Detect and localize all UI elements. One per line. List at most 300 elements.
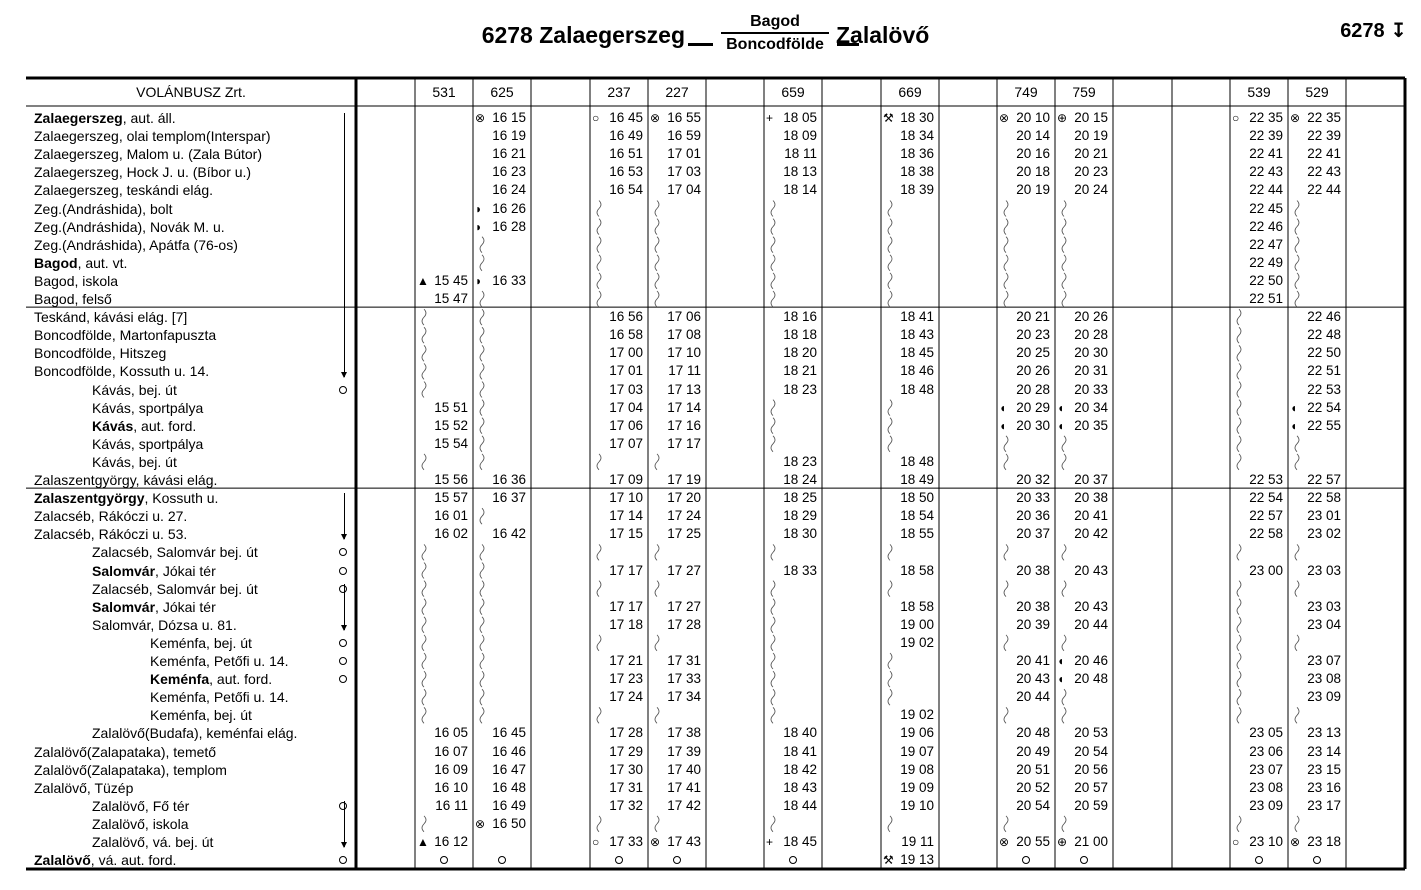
departure-time: 16 15 <box>492 110 526 125</box>
departure-time: 20 57 <box>1074 779 1108 795</box>
departure-time: 16 24 <box>492 182 526 198</box>
departure-time: 16 45 <box>492 725 526 741</box>
pass-through-mark <box>888 816 892 832</box>
pass-through-mark <box>597 816 601 832</box>
stop-name-suffix: , Jókai tér <box>155 598 216 615</box>
departure-time: 15 51 <box>434 399 468 415</box>
departure-time: 20 38 <box>1016 562 1050 578</box>
pass-through-mark <box>888 436 892 452</box>
stop-name <box>150 670 272 688</box>
departure-time: 19 13 <box>900 852 934 868</box>
pass-through-mark <box>480 544 484 560</box>
pass-through-mark <box>771 273 775 289</box>
pass-through-mark <box>1062 544 1066 560</box>
pass-through-mark <box>1237 689 1241 705</box>
departure-time: 20 24 <box>1074 182 1108 198</box>
departure-time: 23 08 <box>1249 779 1283 795</box>
departure-time: 16 28 <box>492 218 526 234</box>
pass-through-mark <box>480 563 484 579</box>
departure-time: 17 14 <box>667 399 701 415</box>
departure-time: 19 09 <box>900 779 934 795</box>
service-symbol-icon: + <box>766 111 774 125</box>
departure-time: 22 48 <box>1307 327 1341 343</box>
departure-time: 17 17 <box>609 562 643 578</box>
departure-time: 20 19 <box>1074 128 1108 144</box>
pass-through-mark <box>480 617 484 633</box>
pass-through-mark <box>480 653 484 669</box>
direction-arrow-icon <box>344 584 345 630</box>
pass-through-mark <box>480 400 484 416</box>
pass-through-mark <box>655 816 659 832</box>
service-symbol-icon: ○ <box>1232 111 1240 125</box>
departure-time: 20 35 <box>1074 417 1108 433</box>
departure-time: 18 23 <box>783 453 817 469</box>
pass-through-mark <box>888 653 892 669</box>
train-number-header: 539 <box>1247 84 1271 100</box>
departure-time: 15 47 <box>434 291 468 306</box>
service-symbol-icon: ⚒ <box>883 111 894 125</box>
departure-time: 17 03 <box>667 164 701 180</box>
stop-name-text: Zeg.(Andráshida), bolt <box>34 200 173 217</box>
departure-time: 22 51 <box>1307 363 1341 379</box>
stop-name-text: Zeg.(Andráshida), Novák M. u. <box>34 218 225 235</box>
service-symbol-icon: ▲ <box>417 835 429 849</box>
via-top: Bagod <box>721 12 829 34</box>
terminus-circle-icon <box>1255 856 1263 864</box>
departure-time: 22 41 <box>1249 146 1283 162</box>
departure-time: 23 10 <box>1249 834 1283 849</box>
stop-name-suffix: , vá. aut. ford. <box>90 852 177 869</box>
pass-through-mark <box>597 219 601 235</box>
departure-time: 15 45 <box>434 272 468 288</box>
stop-name-text: Bagod, iskola <box>34 272 119 289</box>
stop-name <box>150 652 289 670</box>
pass-through-mark <box>1237 816 1241 832</box>
departure-time: 20 26 <box>1074 309 1108 325</box>
stop-name-bold: Zalaszentgyörgy <box>34 490 145 507</box>
pass-through-mark <box>480 689 484 705</box>
departure-time: 18 30 <box>900 110 934 125</box>
pass-through-mark <box>1062 707 1066 723</box>
stop-name <box>92 797 189 815</box>
departure-time: 20 34 <box>1074 399 1108 415</box>
departure-time: 17 29 <box>609 743 643 759</box>
departure-time: 20 37 <box>1016 526 1050 542</box>
departure-time: 23 06 <box>1249 743 1283 759</box>
service-symbol-icon: ◖ <box>1057 672 1065 687</box>
pass-through-mark <box>1062 635 1066 651</box>
stop-name-suffix: , aut. vt. <box>77 254 128 271</box>
departure-time: 22 54 <box>1307 399 1341 415</box>
departure-time: 18 43 <box>900 327 934 343</box>
departure-time: 22 54 <box>1249 490 1283 506</box>
departure-time: 17 28 <box>609 725 643 741</box>
pass-through-mark <box>1062 816 1066 832</box>
departure-time: 22 50 <box>1249 272 1283 288</box>
pass-through-mark <box>597 237 601 253</box>
terminus-circle-icon <box>1080 856 1088 864</box>
pass-through-mark <box>1004 273 1008 289</box>
departure-time: 15 57 <box>434 490 468 506</box>
pass-through-mark <box>1062 689 1066 705</box>
pass-through-mark <box>1295 291 1299 307</box>
pass-through-mark <box>1237 707 1241 723</box>
departure-time: 16 02 <box>434 526 468 542</box>
service-symbol-icon: ○ <box>592 111 600 125</box>
pass-through-mark <box>1237 599 1241 615</box>
departure-time: 16 26 <box>492 200 526 216</box>
departure-time: 17 34 <box>667 689 701 705</box>
service-symbol-icon: ⊗ <box>999 111 1010 125</box>
pass-through-mark <box>480 418 484 434</box>
departure-time: 16 49 <box>609 128 643 144</box>
pass-through-mark <box>655 201 659 217</box>
request-stop-circle-icon <box>339 675 347 683</box>
departure-time: 22 57 <box>1307 472 1341 487</box>
service-symbol-icon: ◗ <box>475 201 483 216</box>
departure-time: 17 08 <box>667 327 701 343</box>
departure-time: 20 53 <box>1074 725 1108 741</box>
pass-through-mark <box>655 273 659 289</box>
departure-time: 17 17 <box>609 598 643 614</box>
departure-time: 20 31 <box>1074 363 1108 379</box>
departure-time: 16 49 <box>492 797 526 813</box>
train-number-header: 669 <box>898 84 922 100</box>
stop-name-text: Zalacséb, Salomvár bej. út <box>92 580 258 597</box>
departure-time: 18 36 <box>900 146 934 162</box>
departure-time: 22 47 <box>1249 236 1283 252</box>
pass-through-mark <box>480 436 484 452</box>
departure-time: 23 17 <box>1307 797 1341 813</box>
departure-time: 22 53 <box>1249 472 1283 487</box>
pass-through-mark <box>480 635 484 651</box>
pass-through-mark <box>1062 581 1066 597</box>
via-bottom: Boncodfölde <box>726 36 824 53</box>
pass-through-mark <box>888 237 892 253</box>
departure-time: 20 14 <box>1016 128 1050 144</box>
departure-time: 17 20 <box>667 490 701 506</box>
departure-time: 17 16 <box>667 417 701 433</box>
service-symbol-icon: ◗ <box>475 219 483 234</box>
pass-through-mark <box>480 363 484 379</box>
pass-through-mark <box>771 617 775 633</box>
departure-time: 19 07 <box>900 743 934 759</box>
train-number-header: 531 <box>432 84 456 100</box>
pass-through-mark <box>1237 382 1241 398</box>
pass-through-mark <box>1295 635 1299 651</box>
departure-time: 18 43 <box>783 779 817 795</box>
stop-name-suffix: , Jókai tér <box>155 562 216 579</box>
departure-time: 17 41 <box>667 779 701 795</box>
pass-through-mark <box>655 544 659 560</box>
departure-time: 18 48 <box>900 381 934 397</box>
departure-time: 17 42 <box>667 797 701 813</box>
departure-time: 20 36 <box>1016 508 1050 524</box>
pass-through-mark <box>1004 816 1008 832</box>
stop-name-bold: Zalaegerszeg <box>34 110 123 126</box>
departure-time: 17 28 <box>667 616 701 632</box>
pass-through-mark <box>771 201 775 217</box>
pass-through-mark <box>1237 617 1241 633</box>
train-number-header: 237 <box>607 84 631 100</box>
departure-time: 23 04 <box>1307 616 1341 632</box>
stop-name <box>34 236 238 254</box>
service-symbol-icon: ⊗ <box>475 111 486 125</box>
timetable-title <box>0 12 1421 58</box>
pass-through-mark <box>1295 273 1299 289</box>
departure-time: 20 59 <box>1074 797 1108 813</box>
departure-time: 23 02 <box>1307 526 1341 542</box>
terminus-circle-icon <box>673 856 681 864</box>
departure-time: 17 39 <box>667 743 701 759</box>
departure-time: 22 39 <box>1249 128 1283 144</box>
stop-name-text: Zalalövő, Tüzép <box>34 779 134 796</box>
pass-through-mark <box>655 255 659 271</box>
departure-time: 16 21 <box>492 146 526 162</box>
pass-through-mark <box>480 508 484 524</box>
service-symbol-icon: ⊗ <box>1290 111 1301 125</box>
departure-time: 20 43 <box>1074 598 1108 614</box>
pass-through-mark <box>1237 345 1241 361</box>
stop-name-bold: Keménfa <box>150 671 210 688</box>
pass-through-mark <box>1062 436 1066 452</box>
departure-time: 23 03 <box>1307 598 1341 614</box>
departure-time: 17 32 <box>609 797 643 813</box>
pass-through-mark <box>1237 454 1241 470</box>
pass-through-mark <box>888 671 892 687</box>
pass-through-mark <box>1004 201 1008 217</box>
departure-time: 23 07 <box>1307 653 1341 668</box>
stop-name <box>34 218 225 236</box>
pass-through-mark <box>422 309 426 325</box>
service-symbol-icon: + <box>766 835 774 849</box>
departure-time: 18 46 <box>900 363 934 379</box>
operator-name: VOLÁNBUSZ Zrt. <box>136 84 246 100</box>
request-stop-circle-icon <box>339 657 347 665</box>
request-stop-circle-icon <box>339 639 347 647</box>
pass-through-mark <box>655 635 659 651</box>
stop-name <box>34 779 133 797</box>
pass-through-mark <box>597 581 601 597</box>
stop-name-text: Keménfa, Petőfi u. 14. <box>150 653 289 669</box>
pass-through-mark <box>888 544 892 560</box>
terminus-circle-icon <box>498 856 506 864</box>
stop-name-text: Zalaegerszeg, olai templom(Interspar) <box>34 128 271 145</box>
pass-through-mark <box>1295 581 1299 597</box>
stop-name-text: Zalaegerszeg, Hock J. u. (Bíbor u.) <box>34 164 252 181</box>
departure-time: 16 23 <box>492 164 526 180</box>
stop-name-suffix: , Kossuth u. <box>144 490 219 507</box>
pass-through-mark <box>1295 255 1299 271</box>
pass-through-mark <box>422 345 426 361</box>
pass-through-mark <box>1237 436 1241 452</box>
departure-time: 20 16 <box>1016 146 1050 162</box>
departure-time: 18 42 <box>783 761 817 777</box>
departure-time: 20 43 <box>1074 562 1108 578</box>
departure-time: 23 09 <box>1249 797 1283 813</box>
stop-name <box>34 326 216 344</box>
stop-name <box>34 181 213 199</box>
stop-name-text: Boncodfölde, Hitszeg <box>34 345 167 362</box>
stop-name <box>34 344 166 362</box>
departure-time: 17 23 <box>609 671 643 687</box>
pass-through-mark <box>888 291 892 307</box>
pass-through-mark <box>771 436 775 452</box>
pass-through-mark <box>422 816 426 832</box>
service-symbol-icon: ◖ <box>1057 654 1065 668</box>
departure-time: 15 56 <box>434 472 468 487</box>
departure-time: 16 59 <box>667 128 701 144</box>
departure-time: 17 07 <box>609 435 643 451</box>
pass-through-mark <box>771 635 775 651</box>
train-number-header: 625 <box>490 84 514 100</box>
departure-time: 16 11 <box>435 797 468 813</box>
stop-name <box>92 562 216 580</box>
pass-through-mark <box>597 544 601 560</box>
departure-time: 18 14 <box>783 182 817 198</box>
stop-name <box>34 308 187 326</box>
departure-time: 20 51 <box>1016 761 1050 777</box>
stop-name-text: Zalalövő, iskola <box>92 815 189 832</box>
request-stop-circle-icon <box>339 585 347 593</box>
stop-name-text: Bagod, felső <box>34 291 112 307</box>
departure-time: 19 02 <box>900 634 934 650</box>
pass-through-mark <box>1237 671 1241 687</box>
pass-through-mark <box>1237 309 1241 325</box>
departure-time: 16 33 <box>492 272 526 288</box>
pass-through-mark <box>422 707 426 723</box>
departure-time: 17 01 <box>609 363 643 379</box>
stop-name-text: Zalalövő(Zalapataka), templom <box>34 761 227 778</box>
departure-time: 17 00 <box>609 345 643 361</box>
departure-time: 20 25 <box>1016 345 1050 361</box>
departure-time: 23 03 <box>1307 562 1341 578</box>
departure-time: 22 51 <box>1249 291 1283 306</box>
departure-time: 20 43 <box>1016 671 1050 687</box>
departure-time: 20 23 <box>1074 164 1108 180</box>
departure-time: 22 46 <box>1249 218 1283 234</box>
pass-through-mark <box>597 635 601 651</box>
pass-through-mark <box>1004 255 1008 271</box>
departure-time: 17 17 <box>667 435 701 451</box>
departure-time: 17 15 <box>609 526 643 542</box>
pass-through-mark <box>480 327 484 343</box>
departure-time: 19 06 <box>900 725 934 741</box>
service-symbol-icon: ◖ <box>1290 400 1298 415</box>
departure-time: 23 09 <box>1307 689 1341 705</box>
route-number: 6278 <box>481 22 533 48</box>
departure-time: 20 49 <box>1016 743 1050 759</box>
departure-time: 18 49 <box>900 472 934 487</box>
departure-time: 16 53 <box>609 164 643 180</box>
stop-name-text: Boncodfölde, Kossuth u. 14. <box>34 363 210 380</box>
title-dash-left <box>688 43 713 46</box>
pass-through-mark <box>655 707 659 723</box>
departure-time: 18 11 <box>784 146 817 162</box>
departure-time: 20 38 <box>1074 490 1108 506</box>
direction-arrow-icon <box>344 113 345 377</box>
direction-arrow-icon <box>344 493 345 539</box>
departure-time: 18 23 <box>783 381 817 397</box>
departure-time: 16 48 <box>492 779 526 795</box>
pass-through-mark <box>1237 544 1241 560</box>
departure-time: 22 45 <box>1249 200 1283 216</box>
stop-name-text: Boncodfölde, Martonfapuszta <box>34 327 217 344</box>
pass-through-mark <box>771 400 775 416</box>
departure-time: 20 46 <box>1074 653 1108 668</box>
pass-through-mark <box>1237 418 1241 434</box>
request-stop-circle-icon <box>339 548 347 556</box>
stop-name-text: Salomvár, Dózsa u. 81. <box>92 616 237 633</box>
departure-time: 23 08 <box>1307 671 1341 687</box>
service-symbol-icon: ⊗ <box>999 835 1010 849</box>
departure-time: 20 54 <box>1016 797 1050 813</box>
pass-through-mark <box>597 255 601 271</box>
train-number-header: 659 <box>781 84 805 100</box>
stop-name <box>92 453 177 471</box>
departure-time: 23 14 <box>1307 743 1341 759</box>
departure-time: 20 26 <box>1016 363 1050 379</box>
terminus-circle-icon <box>1022 856 1030 864</box>
departure-time: 17 09 <box>609 472 643 487</box>
departure-time: 18 45 <box>900 345 934 361</box>
stop-name-suffix: , aut. áll. <box>122 110 176 126</box>
pass-through-mark <box>1004 581 1008 597</box>
departure-time: 17 24 <box>609 689 643 705</box>
stop-name-bold: Kávás <box>92 417 134 434</box>
pass-through-mark <box>771 599 775 615</box>
stop-name <box>34 145 262 163</box>
stop-name-text: Zalalövő, vá. bej. út <box>92 834 214 850</box>
departure-time: 18 09 <box>783 128 817 144</box>
departure-time: 16 12 <box>434 834 468 849</box>
pass-through-mark <box>1295 454 1299 470</box>
stop-name <box>92 815 189 833</box>
stop-name-text: Zalacséb, Salomvár bej. út <box>92 544 258 561</box>
departure-time: 18 58 <box>900 598 934 614</box>
pass-through-mark <box>771 581 775 597</box>
service-symbol-icon: ⊕ <box>1057 111 1068 125</box>
stop-name <box>34 851 176 869</box>
pass-through-mark <box>1237 581 1241 597</box>
pass-through-mark <box>422 599 426 615</box>
service-symbol-icon: ⊗ <box>1290 835 1301 849</box>
stop-name <box>150 634 252 652</box>
service-symbol-icon: ◗ <box>475 273 483 288</box>
departure-time: 17 03 <box>609 381 643 397</box>
departure-time: 17 38 <box>667 725 701 741</box>
departure-time: 17 06 <box>667 309 701 325</box>
pass-through-mark <box>597 454 601 470</box>
pass-through-mark <box>771 237 775 253</box>
departure-time: 20 32 <box>1016 472 1050 487</box>
departure-time: 18 55 <box>900 526 934 542</box>
departure-time: 18 54 <box>900 508 934 524</box>
pass-through-mark <box>480 237 484 253</box>
route-number-corner: 6278 ↧ <box>1340 20 1407 42</box>
pass-through-mark <box>422 689 426 705</box>
stop-name <box>150 688 289 706</box>
departure-time: 17 27 <box>667 598 701 614</box>
departure-time: 19 08 <box>900 761 934 777</box>
stop-name-bold: Salomvár <box>92 598 156 615</box>
pass-through-mark <box>1004 707 1008 723</box>
stop-name <box>92 724 297 742</box>
pass-through-mark <box>422 454 426 470</box>
stop-name <box>34 109 176 127</box>
departure-time: 20 21 <box>1016 309 1050 325</box>
pass-through-mark <box>1062 273 1066 289</box>
